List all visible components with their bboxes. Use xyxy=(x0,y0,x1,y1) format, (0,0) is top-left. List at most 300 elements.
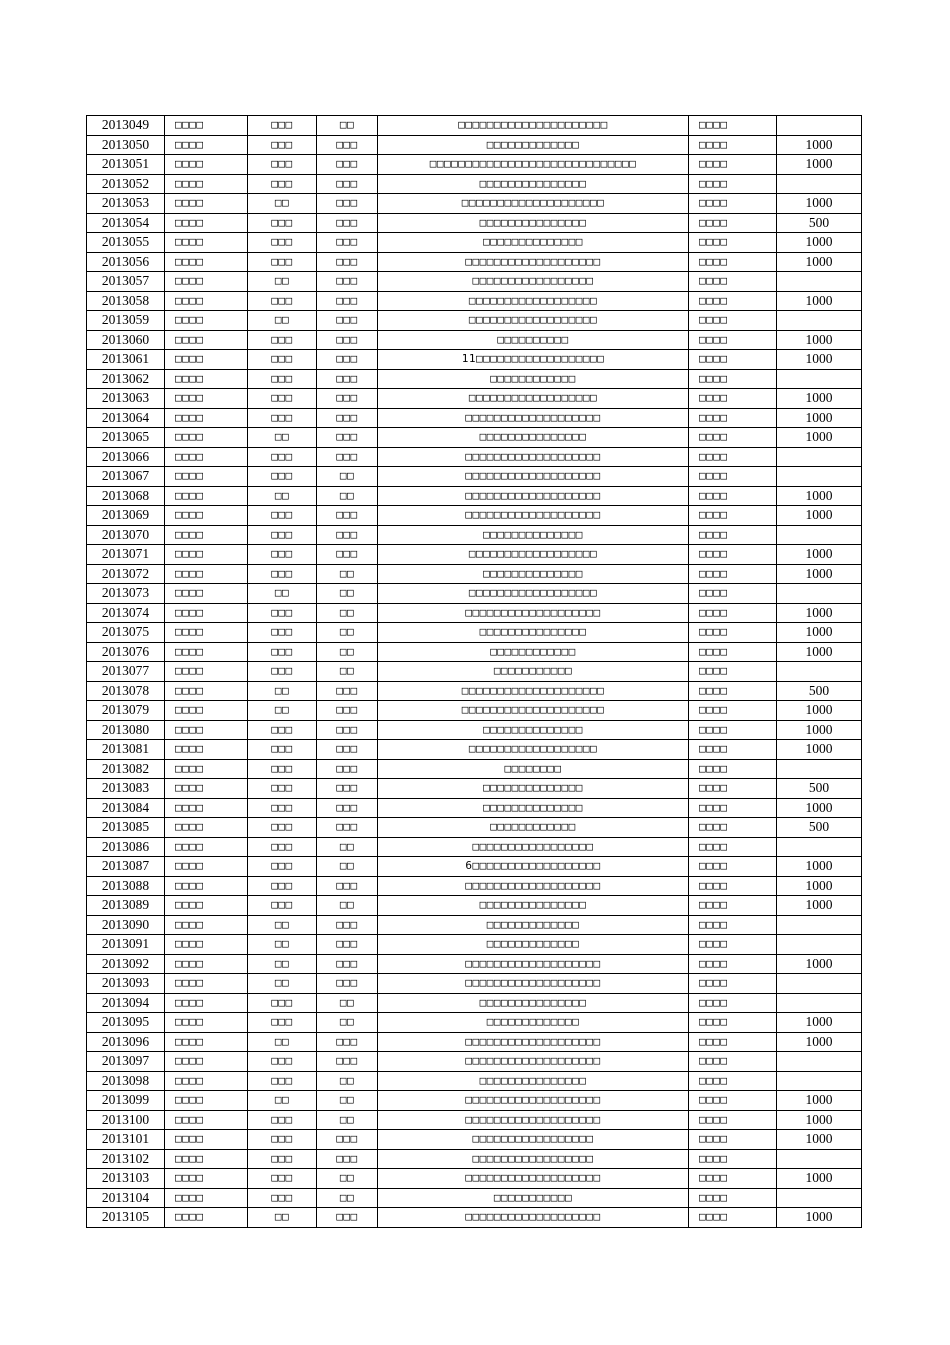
data-table xyxy=(86,115,862,1228)
amount-cell xyxy=(777,1188,862,1208)
description-cell: □□□□□□□□□□□□□□□ xyxy=(378,1071,689,1091)
type-cell: □□□ xyxy=(317,291,378,311)
description-cell: □□□□□□□□□□□□□□□□□ xyxy=(378,1130,689,1150)
status-cell: □□□□ xyxy=(689,915,777,935)
name-cell: □□□ xyxy=(248,837,317,857)
type-cell: □□□ xyxy=(317,720,378,740)
row-id-cell: 2013071 xyxy=(87,545,165,565)
table-row xyxy=(87,798,862,818)
type-cell: □□ xyxy=(317,1091,378,1111)
description-cell: □□□□□□□□□□□□□□□□□□□□ xyxy=(378,194,689,214)
description-cell: □□□□□□□□□□□□□ xyxy=(378,135,689,155)
type-cell: □□□ xyxy=(317,935,378,955)
row-id-cell: 2013073 xyxy=(87,584,165,604)
amount-cell: 500 xyxy=(777,779,862,799)
type-cell: □□□ xyxy=(317,779,378,799)
category-cell: □□□□ xyxy=(165,837,248,857)
status-cell: □□□□ xyxy=(689,876,777,896)
table-row xyxy=(87,623,862,643)
status-cell: □□□□ xyxy=(689,1013,777,1033)
row-id-cell: 2013104 xyxy=(87,1188,165,1208)
category-cell: □□□□ xyxy=(165,1208,248,1228)
row-id-cell: 2013062 xyxy=(87,369,165,389)
status-cell: □□□□ xyxy=(689,486,777,506)
category-cell: □□□□ xyxy=(165,642,248,662)
row-id-cell: 2013072 xyxy=(87,564,165,584)
status-cell: □□□□ xyxy=(689,1032,777,1052)
row-id-cell: 2013088 xyxy=(87,876,165,896)
name-cell: □□□ xyxy=(248,798,317,818)
category-cell: □□□□ xyxy=(165,564,248,584)
table-row xyxy=(87,486,862,506)
category-cell: □□□□ xyxy=(165,1032,248,1052)
row-id-cell: 2013053 xyxy=(87,194,165,214)
table-row xyxy=(87,233,862,253)
description-cell: □□□□□□□□□□□□□□□□□□ xyxy=(378,740,689,760)
description-cell: □□□□□□□□□□□□□□ xyxy=(378,779,689,799)
status-cell: □□□□ xyxy=(689,155,777,175)
description-cell: □□□□□□□□□□□□□□ xyxy=(378,564,689,584)
description-cell: □□□□□□□□□□□□□□□□□□□ xyxy=(378,447,689,467)
table-row xyxy=(87,350,862,370)
row-id-cell: 2013083 xyxy=(87,779,165,799)
description-cell: □□□□□□□□□□□□□□ xyxy=(378,798,689,818)
type-cell: □□□ xyxy=(317,1032,378,1052)
table-row xyxy=(87,759,862,779)
status-cell: □□□□ xyxy=(689,564,777,584)
row-id-cell: 2013057 xyxy=(87,272,165,292)
description-cell: □□□□□□□□□□□□□□□□□□□ xyxy=(378,1032,689,1052)
description-cell: □□□□□□□□□□□□□□□□□ xyxy=(378,272,689,292)
description-cell: □□□□□□□□□□□□□□□□□□ xyxy=(378,545,689,565)
name-cell: □□ xyxy=(248,1091,317,1111)
description-cell: □□□□□□□□□□ xyxy=(378,330,689,350)
type-cell: □□□ xyxy=(317,1052,378,1072)
type-cell: □□□ xyxy=(317,330,378,350)
row-id-cell: 2013100 xyxy=(87,1110,165,1130)
amount-cell: 1000 xyxy=(777,603,862,623)
amount-cell: 1000 xyxy=(777,252,862,272)
row-id-cell: 2013063 xyxy=(87,389,165,409)
category-cell: □□□□ xyxy=(165,174,248,194)
name-cell: □□□ xyxy=(248,1188,317,1208)
name-cell: □□□ xyxy=(248,447,317,467)
name-cell: □□□ xyxy=(248,740,317,760)
type-cell: □□□ xyxy=(317,681,378,701)
description-cell: □□□□□□□□□□□□□□ xyxy=(378,233,689,253)
amount-cell: 1000 xyxy=(777,896,862,916)
type-cell: □□□ xyxy=(317,915,378,935)
name-cell: □□□ xyxy=(248,174,317,194)
table-row xyxy=(87,1149,862,1169)
status-cell: □□□□ xyxy=(689,330,777,350)
name-cell: □□ xyxy=(248,681,317,701)
status-cell: □□□□ xyxy=(689,720,777,740)
name-cell: □□□ xyxy=(248,603,317,623)
name-cell: □□□ xyxy=(248,545,317,565)
type-cell: □□□ xyxy=(317,194,378,214)
amount-cell: 1000 xyxy=(777,857,862,877)
name-cell: □□ xyxy=(248,1032,317,1052)
category-cell: □□□□ xyxy=(165,720,248,740)
type-cell: □□ xyxy=(317,896,378,916)
table-row xyxy=(87,408,862,428)
description-cell: □□□□□□□□□□□□□□□ xyxy=(378,428,689,448)
row-id-cell: 2013090 xyxy=(87,915,165,935)
category-cell: □□□□ xyxy=(165,369,248,389)
name-cell: □□□ xyxy=(248,291,317,311)
description-cell: □□□□□□□□□□□□□□□□□□□ xyxy=(378,876,689,896)
amount-cell: 1000 xyxy=(777,1032,862,1052)
name-cell: □□ xyxy=(248,428,317,448)
description-cell: □□□□□□□□□□□□□□□□□□ xyxy=(378,291,689,311)
amount-cell: 1000 xyxy=(777,330,862,350)
amount-cell: 1000 xyxy=(777,428,862,448)
category-cell: □□□□ xyxy=(165,623,248,643)
description-cell: □□□□□□□□□□□□□□□□□ xyxy=(378,837,689,857)
name-cell: □□□ xyxy=(248,720,317,740)
name-cell: □□□ xyxy=(248,818,317,838)
category-cell: □□□□ xyxy=(165,155,248,175)
row-id-cell: 2013082 xyxy=(87,759,165,779)
amount-cell: 1000 xyxy=(777,389,862,409)
table-row xyxy=(87,935,862,955)
amount-cell xyxy=(777,915,862,935)
description-cell: □□□□□□□□□□□□□□□□□□□ xyxy=(378,486,689,506)
type-cell: □□ xyxy=(317,1013,378,1033)
table-row xyxy=(87,116,862,136)
type-cell: □□□ xyxy=(317,1149,378,1169)
amount-cell: 1000 xyxy=(777,506,862,526)
type-cell: □□□ xyxy=(317,740,378,760)
row-id-cell: 2013059 xyxy=(87,311,165,331)
table-row xyxy=(87,1052,862,1072)
row-id-cell: 2013052 xyxy=(87,174,165,194)
row-id-cell: 2013075 xyxy=(87,623,165,643)
row-id-cell: 2013097 xyxy=(87,1052,165,1072)
category-cell: □□□□ xyxy=(165,974,248,994)
name-cell: □□□ xyxy=(248,467,317,487)
table-row xyxy=(87,194,862,214)
type-cell: □□ xyxy=(317,993,378,1013)
row-id-cell: 2013074 xyxy=(87,603,165,623)
type-cell: □□□ xyxy=(317,974,378,994)
type-cell: □□ xyxy=(317,1110,378,1130)
description-cell: 6□□□□□□□□□□□□□□□□□□ xyxy=(378,857,689,877)
description-cell: □□□□□□□□□□□□ xyxy=(378,642,689,662)
status-cell: □□□□ xyxy=(689,116,777,136)
table-row xyxy=(87,291,862,311)
amount-cell xyxy=(777,759,862,779)
description-cell: □□□□□□□□□□□□□□□□□□□□□ xyxy=(378,116,689,136)
type-cell: □□□ xyxy=(317,1208,378,1228)
table-row xyxy=(87,603,862,623)
category-cell: □□□□ xyxy=(165,194,248,214)
amount-cell: 1000 xyxy=(777,876,862,896)
status-cell: □□□□ xyxy=(689,252,777,272)
row-id-cell: 2013070 xyxy=(87,525,165,545)
status-cell: □□□□ xyxy=(689,369,777,389)
category-cell: □□□□ xyxy=(165,935,248,955)
description-cell: □□□□□□□□□□□□□□ xyxy=(378,720,689,740)
status-cell: □□□□ xyxy=(689,740,777,760)
amount-cell: 1000 xyxy=(777,1169,862,1189)
description-cell: □□□□□□□□□□□□□□□ xyxy=(378,213,689,233)
description-cell: □□□□□□□□□□□□□□□□□□ xyxy=(378,311,689,331)
type-cell: □□ xyxy=(317,642,378,662)
table-row xyxy=(87,954,862,974)
table-row xyxy=(87,174,862,194)
type-cell: □□□ xyxy=(317,447,378,467)
table-row xyxy=(87,311,862,331)
amount-cell: 1000 xyxy=(777,1013,862,1033)
name-cell: □□□ xyxy=(248,350,317,370)
name-cell: □□ xyxy=(248,1208,317,1228)
row-id-cell: 2013076 xyxy=(87,642,165,662)
status-cell: □□□□ xyxy=(689,857,777,877)
type-cell: □□□ xyxy=(317,759,378,779)
description-cell: □□□□□□□□□□□ xyxy=(378,662,689,682)
amount-cell xyxy=(777,837,862,857)
table-row xyxy=(87,1110,862,1130)
spreadsheet xyxy=(86,115,862,1228)
name-cell: □□ xyxy=(248,935,317,955)
amount-cell: 1000 xyxy=(777,642,862,662)
description-cell: □□□□□□□□□□□□□□□□□□ xyxy=(378,389,689,409)
amount-cell: 500 xyxy=(777,681,862,701)
table-row xyxy=(87,818,862,838)
name-cell: □□ xyxy=(248,311,317,331)
type-cell: □□□ xyxy=(317,545,378,565)
type-cell: □□□ xyxy=(317,233,378,253)
amount-cell: 1000 xyxy=(777,1091,862,1111)
category-cell: □□□□ xyxy=(165,545,248,565)
amount-cell xyxy=(777,311,862,331)
description-cell: □□□□□□□□□□□□ xyxy=(378,369,689,389)
row-id-cell: 2013099 xyxy=(87,1091,165,1111)
name-cell: □□ xyxy=(248,974,317,994)
description-cell: □□□□□□□□□□□□□□□ xyxy=(378,623,689,643)
category-cell: □□□□ xyxy=(165,740,248,760)
type-cell: □□ xyxy=(317,116,378,136)
type-cell: □□ xyxy=(317,1188,378,1208)
description-cell: □□□□□□□□□□□□□□□□□□□ xyxy=(378,252,689,272)
category-cell: □□□□ xyxy=(165,311,248,331)
category-cell: □□□□ xyxy=(165,1013,248,1033)
description-cell: □□□□□□□□□□□□□□ xyxy=(378,525,689,545)
amount-cell xyxy=(777,447,862,467)
name-cell: □□ xyxy=(248,194,317,214)
type-cell: □□ xyxy=(317,623,378,643)
description-cell: □□□□□□□□□□□□□□□□□□□ xyxy=(378,603,689,623)
table-row xyxy=(87,428,862,448)
table-body xyxy=(87,116,862,1228)
name-cell: □□□ xyxy=(248,213,317,233)
row-id-cell: 2013067 xyxy=(87,467,165,487)
status-cell: □□□□ xyxy=(689,1169,777,1189)
type-cell: □□□ xyxy=(317,701,378,721)
name-cell: □□□ xyxy=(248,1071,317,1091)
name-cell: □□□ xyxy=(248,1013,317,1033)
name-cell: □□ xyxy=(248,915,317,935)
row-id-cell: 2013103 xyxy=(87,1169,165,1189)
status-cell: □□□□ xyxy=(689,291,777,311)
type-cell: □□□ xyxy=(317,525,378,545)
category-cell: □□□□ xyxy=(165,915,248,935)
table-row xyxy=(87,272,862,292)
amount-cell: 1000 xyxy=(777,701,862,721)
name-cell: □□□ xyxy=(248,525,317,545)
category-cell: □□□□ xyxy=(165,993,248,1013)
category-cell: □□□□ xyxy=(165,681,248,701)
status-cell: □□□□ xyxy=(689,974,777,994)
category-cell: □□□□ xyxy=(165,233,248,253)
row-id-cell: 2013055 xyxy=(87,233,165,253)
name-cell: □□□ xyxy=(248,330,317,350)
row-id-cell: 2013092 xyxy=(87,954,165,974)
amount-cell xyxy=(777,525,862,545)
type-cell: □□ xyxy=(317,564,378,584)
table-row xyxy=(87,857,862,877)
row-id-cell: 2013079 xyxy=(87,701,165,721)
category-cell: □□□□ xyxy=(165,447,248,467)
status-cell: □□□□ xyxy=(689,818,777,838)
description-cell: □□□□□□□□□□□□ xyxy=(378,818,689,838)
amount-cell xyxy=(777,116,862,136)
status-cell: □□□□ xyxy=(689,389,777,409)
amount-cell xyxy=(777,662,862,682)
description-cell: □□□□□□□□□□□□□□□□□□□ xyxy=(378,1052,689,1072)
amount-cell: 1000 xyxy=(777,720,862,740)
table-row xyxy=(87,837,862,857)
category-cell: □□□□ xyxy=(165,1091,248,1111)
amount-cell xyxy=(777,1052,862,1072)
description-cell: □□□□□□□□□□□□□ xyxy=(378,935,689,955)
table-row xyxy=(87,662,862,682)
amount-cell xyxy=(777,467,862,487)
type-cell: □□ xyxy=(317,662,378,682)
description-cell: □□□□□□□□□□□□□□□□□ xyxy=(378,1149,689,1169)
table-row xyxy=(87,564,862,584)
name-cell: □□ xyxy=(248,486,317,506)
amount-cell: 1000 xyxy=(777,350,862,370)
type-cell: □□□ xyxy=(317,876,378,896)
category-cell: □□□□ xyxy=(165,1110,248,1130)
table-row xyxy=(87,1071,862,1091)
name-cell: □□ xyxy=(248,954,317,974)
type-cell: □□ xyxy=(317,1071,378,1091)
status-cell: □□□□ xyxy=(689,1130,777,1150)
category-cell: □□□□ xyxy=(165,252,248,272)
description-cell: □□□□□□□□□□□□□ xyxy=(378,1013,689,1033)
status-cell: □□□□ xyxy=(689,233,777,253)
description-cell: □□□□□□□□ xyxy=(378,759,689,779)
row-id-cell: 2013049 xyxy=(87,116,165,136)
type-cell: □□ xyxy=(317,486,378,506)
status-cell: □□□□ xyxy=(689,779,777,799)
table-row xyxy=(87,876,862,896)
amount-cell: 1000 xyxy=(777,1110,862,1130)
name-cell: □□□ xyxy=(248,1110,317,1130)
amount-cell xyxy=(777,974,862,994)
status-cell: □□□□ xyxy=(689,467,777,487)
description-cell: □□□□□□□□□□□□□□□□□□□□ xyxy=(378,701,689,721)
table-row xyxy=(87,681,862,701)
name-cell: □□□ xyxy=(248,876,317,896)
row-id-cell: 2013078 xyxy=(87,681,165,701)
status-cell: □□□□ xyxy=(689,213,777,233)
table-row xyxy=(87,974,862,994)
amount-cell: 1000 xyxy=(777,135,862,155)
status-cell: □□□□ xyxy=(689,954,777,974)
type-cell: □□□ xyxy=(317,174,378,194)
status-cell: □□□□ xyxy=(689,896,777,916)
category-cell: □□□□ xyxy=(165,779,248,799)
table-row xyxy=(87,330,862,350)
category-cell: □□□□ xyxy=(165,467,248,487)
amount-cell: 1000 xyxy=(777,291,862,311)
amount-cell: 1000 xyxy=(777,1208,862,1228)
table-row xyxy=(87,213,862,233)
type-cell: □□□ xyxy=(317,428,378,448)
amount-cell xyxy=(777,1071,862,1091)
description-cell: □□□□□□□□□□□□□□□ xyxy=(378,993,689,1013)
status-cell: □□□□ xyxy=(689,506,777,526)
category-cell: □□□□ xyxy=(165,896,248,916)
amount-cell: 1000 xyxy=(777,194,862,214)
name-cell: □□□ xyxy=(248,233,317,253)
category-cell: □□□□ xyxy=(165,1169,248,1189)
table-row xyxy=(87,1013,862,1033)
status-cell: □□□□ xyxy=(689,623,777,643)
amount-cell: 1000 xyxy=(777,798,862,818)
row-id-cell: 2013058 xyxy=(87,291,165,311)
category-cell: □□□□ xyxy=(165,272,248,292)
table-row xyxy=(87,155,862,175)
description-cell: □□□□□□□□□□□□□□□□□□□ xyxy=(378,506,689,526)
name-cell: □□□ xyxy=(248,506,317,526)
table-row xyxy=(87,642,862,662)
table-row xyxy=(87,135,862,155)
row-id-cell: 2013095 xyxy=(87,1013,165,1033)
type-cell: □□□ xyxy=(317,252,378,272)
row-id-cell: 2013060 xyxy=(87,330,165,350)
name-cell: □□ xyxy=(248,701,317,721)
row-id-cell: 2013084 xyxy=(87,798,165,818)
type-cell: □□□ xyxy=(317,135,378,155)
row-id-cell: 2013101 xyxy=(87,1130,165,1150)
amount-cell: 500 xyxy=(777,213,862,233)
table-row xyxy=(87,896,862,916)
table-row xyxy=(87,369,862,389)
category-cell: □□□□ xyxy=(165,389,248,409)
table-row xyxy=(87,779,862,799)
table-row xyxy=(87,915,862,935)
type-cell: □□□ xyxy=(317,818,378,838)
status-cell: □□□□ xyxy=(689,701,777,721)
table-row xyxy=(87,720,862,740)
status-cell: □□□□ xyxy=(689,603,777,623)
type-cell: □□□ xyxy=(317,1130,378,1150)
category-cell: □□□□ xyxy=(165,291,248,311)
type-cell: □□ xyxy=(317,467,378,487)
category-cell: □□□□ xyxy=(165,1130,248,1150)
category-cell: □□□□ xyxy=(165,701,248,721)
amount-cell: 1000 xyxy=(777,233,862,253)
status-cell: □□□□ xyxy=(689,1149,777,1169)
name-cell: □□□ xyxy=(248,759,317,779)
type-cell: □□ xyxy=(317,857,378,877)
